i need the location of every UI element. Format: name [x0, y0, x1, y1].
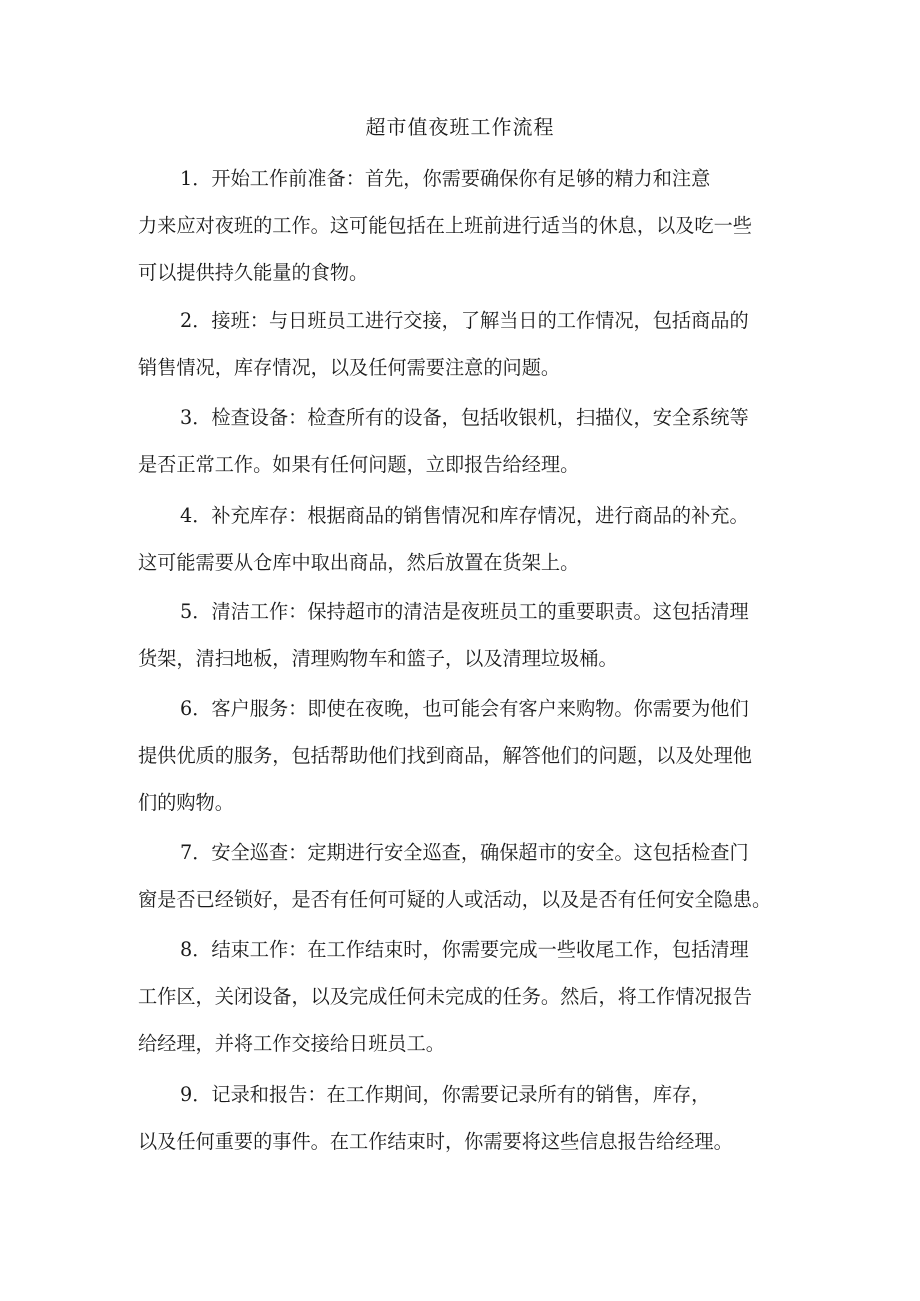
section-6: [138, 685, 798, 826]
section-8: [138, 926, 798, 1067]
section-5: [138, 588, 798, 682]
section-4: [138, 492, 798, 586]
section-line: 可以提供持久能量的食物。: [138, 261, 369, 284]
section-line: 以及任何重要的事件。在工作结束时，你需要将这些信息报告给经理。: [138, 1130, 733, 1153]
section-line: 3．检查设备：检查所有的设备，包括收银机，扫描仪，安全系统等: [180, 406, 749, 429]
section-line: 这可能需要从仓库中取出商品，然后放置在货架上。: [138, 551, 580, 574]
section-line: 货架，清扫地板，清理购物车和篮子，以及清理垃圾桶。: [138, 647, 618, 670]
section-line: 力来应对夜班的工作。这可能包括在上班前进行适当的休息，以及吃一些: [138, 214, 752, 237]
section-line: 提供优质的服务，包括帮助他们找到商品，解答他们的问题，以及处理他: [138, 744, 752, 767]
section-line: 9．记录和报告：在工作期间，你需要记录所有的销售，库存，: [180, 1083, 711, 1106]
document-title: 超市值夜班工作流程: [365, 115, 555, 139]
section-1: [138, 155, 798, 296]
section-line: 们的购物。: [138, 791, 234, 814]
section-9: [138, 1071, 798, 1165]
section-line: 1．开始工作前准备：首先，你需要确保你有足够的精力和注意: [180, 167, 711, 190]
section-line: 是否正常工作。如果有任何问题，立即报告给经理。: [138, 453, 580, 476]
section-line: 6．客户服务：即使在夜晚，也可能会有客户来购物。你需要为他们: [180, 697, 749, 720]
section-line: 销售情况，库存情况，以及任何需要注意的问题。: [138, 356, 561, 379]
section-line: 窗是否已经锁好，是否有任何可疑的人或活动，以及是否有任何安全隐患。: [138, 888, 772, 911]
section-line: 7．安全巡查：定期进行安全巡查，确保超市的安全。这包括检查门: [180, 841, 749, 864]
section-line: 给经理，并将工作交接给日班员工。: [138, 1032, 445, 1055]
section-line: 2．接班：与日班员工进行交接，了解当日的工作情况，包括商品的: [180, 309, 749, 332]
section-3: [138, 394, 798, 488]
section-7: [138, 829, 798, 923]
section-line: 8．结束工作：在工作结束时，你需要完成一些收尾工作，包括清理: [180, 938, 749, 961]
section-line: 4．补充库存：根据商品的销售情况和库存情况，进行商品的补充。: [180, 504, 749, 527]
section-line: 5．清洁工作：保持超市的清洁是夜班员工的重要职责。这包括清理: [180, 600, 749, 623]
section-2: [138, 297, 798, 391]
section-line: 工作区，关闭设备，以及完成任何未完成的任务。然后，将工作情况报告: [138, 985, 752, 1008]
